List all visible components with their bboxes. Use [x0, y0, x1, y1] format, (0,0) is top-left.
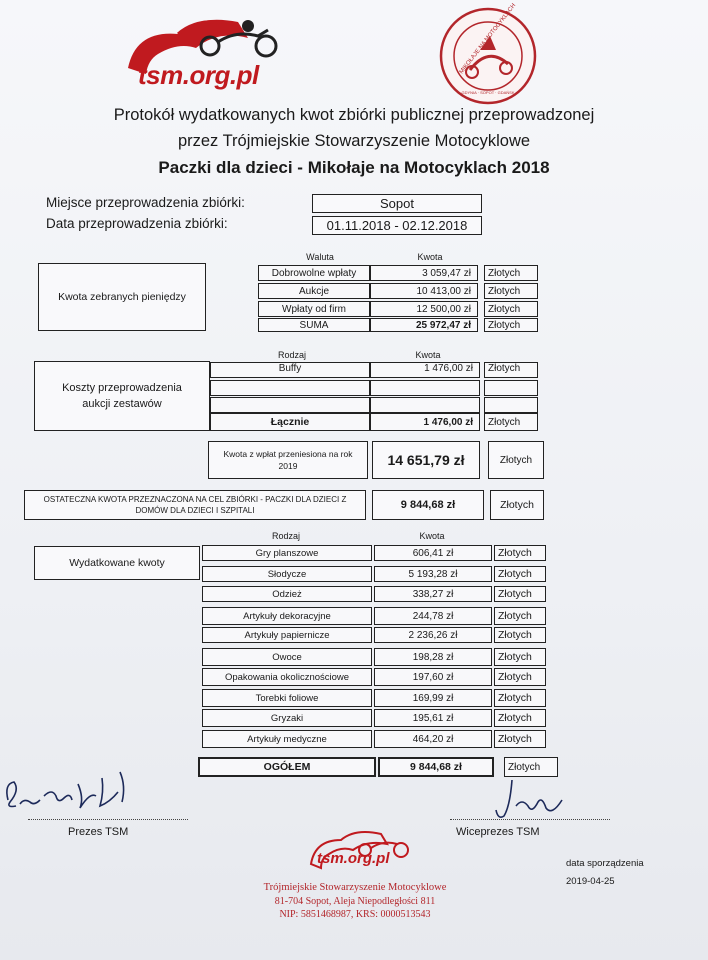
costs-row-amount: [370, 397, 480, 413]
carried-currency: Złotych: [499, 454, 533, 466]
spent-row-amount: 169,99 zł: [374, 689, 492, 707]
costs-row-currency: [484, 380, 538, 396]
spent-row-type: Torebki foliowe: [202, 689, 372, 707]
footer-logo-text: tsm.org.pl: [317, 850, 390, 867]
costs-col-amount: Kwota: [415, 350, 441, 360]
heading-line-1: Protokół wydatkowanych kwot zbiórki publicznej przeprowadzonej: [113, 106, 595, 124]
footer-line-1: Trójmiejskie Stowarzyszenie Motocyklowe: [263, 882, 447, 893]
spent-col-amount: Kwota: [419, 531, 445, 541]
signature-right-image: [482, 776, 582, 822]
signature-left-line: [28, 819, 188, 820]
spent-row-amount: 197,60 zł: [374, 668, 492, 686]
collected-col-amount: Kwota: [417, 252, 443, 262]
spent-total-amount: 9 844,68 zł: [378, 757, 494, 777]
spent-row-type: Artykuły dekoracyjne: [202, 607, 372, 625]
collected-row-amount: 12 500,00 zł: [370, 301, 478, 317]
created-label: data sporządzenia: [566, 858, 644, 869]
collected-row-amount: 3 059,47 zł: [370, 265, 478, 281]
spent-row-type: Opakowania okolicznościowe: [202, 668, 372, 686]
place-label: Miejsce przeprowadzenia zbiórki:: [46, 195, 245, 210]
spent-row-amount: 195,61 zł: [374, 709, 492, 727]
collected-label-box: [38, 263, 206, 331]
spent-row-currency: Złotych: [494, 607, 546, 625]
spent-row-currency: Złotych: [494, 545, 546, 561]
costs-label-box: [34, 361, 210, 431]
collected-row-type: Dobrowolne wpłaty: [258, 265, 370, 281]
footer-line-3: NIP: 5851468987, KRS: 0000513543: [279, 909, 431, 920]
spent-label: Wydatkowane kwoty: [69, 557, 165, 569]
spent-row-currency: Złotych: [494, 689, 546, 707]
final-label: OSTATECZNA KWOTA PRZEZNACZONA NA CEL ZBIÓRKI - PACZKI DLA DZIECI Z DOMÓW DLA DZIECI I SZPITALI: [43, 495, 347, 515]
stamp-text: MIKOŁAJE NA MOTOCYKLACH: [458, 2, 518, 76]
date-label: Data przeprowadzenia zbiórki:: [46, 216, 228, 231]
spent-row-currency: Złotych: [494, 648, 546, 666]
final-amount: 9 844,68 zł: [400, 499, 456, 511]
spent-total-currency: Złotych: [504, 757, 558, 777]
collected-row-currency: Złotych: [484, 265, 538, 281]
spent-col-type: Rodzaj: [271, 531, 300, 541]
date-value-box: [312, 216, 482, 235]
collected-sum-currency: Złotych: [484, 318, 538, 332]
place-value: Sopot: [380, 196, 414, 211]
spent-row-amount: 5 193,28 zł: [374, 566, 492, 582]
costs-col-type: Rodzaj: [277, 350, 306, 360]
spent-row-type: Artykuły medyczne: [202, 730, 372, 748]
costs-row-currency: [484, 397, 538, 413]
handwritten-signature-icon: [0, 762, 150, 822]
logo-text: tsm.org.pl: [138, 60, 259, 90]
carried-amount-box: [372, 441, 480, 479]
spent-row-type: Owoce: [202, 648, 372, 666]
collected-row-currency: Złotych: [484, 301, 538, 317]
carried-label-box: [208, 441, 368, 479]
carried-label: Kwota z wpłat przeniesiona na rok 2019: [223, 449, 353, 471]
spent-row-amount: 464,20 zł: [374, 730, 492, 748]
spent-row-currency: Złotych: [494, 668, 546, 686]
heading-title: Paczki dla dzieci - Mikołaje na Motocyklach 2018: [158, 158, 550, 177]
footer-line-2: 81-704 Sopot, Aleja Niepodległości 811: [274, 896, 436, 907]
place-value-box: [312, 194, 482, 213]
tsm-logo: [118, 8, 308, 98]
signature-left-label: Prezes TSM: [68, 826, 129, 838]
costs-row-amount: [370, 380, 480, 396]
spent-row-type: Gry planszowe: [202, 545, 372, 561]
costs-row-currency: Złotych: [484, 362, 538, 378]
spent-row-currency: Złotych: [494, 709, 546, 727]
heading-line-2: przez Trójmiejskie Stowarzyszenie Motocyklowe: [177, 132, 531, 150]
carried-currency-box: [488, 441, 544, 479]
spent-row-amount: 338,27 zł: [374, 586, 492, 602]
costs-row-type: Buffy: [210, 362, 370, 378]
signature-right-label: Wiceprezes TSM: [456, 826, 540, 838]
spent-row-amount: 244,78 zł: [374, 607, 492, 625]
costs-total-type: Łącznie: [210, 413, 370, 431]
collected-row-type: Wpłaty od firm: [258, 301, 370, 317]
spent-row-type: Słodycze: [202, 566, 372, 582]
collected-sum-amount: 25 972,47 zł: [370, 318, 478, 332]
spent-row-currency: Złotych: [494, 586, 546, 602]
costs-label: Koszty przeprowadzenia aukcji zestawów: [62, 382, 182, 410]
collected-col-type: Waluta: [306, 252, 334, 262]
final-label-box: [24, 490, 366, 520]
spent-row-currency: Złotych: [494, 566, 546, 582]
collected-sum-type: SUMA: [258, 318, 370, 332]
costs-total-amount: 1 476,00 zł: [370, 413, 480, 431]
spent-row-type: Artykuły papiernicze: [202, 627, 372, 643]
spent-row-amount: 198,28 zł: [374, 648, 492, 666]
handwritten-signature-icon: [482, 776, 582, 822]
footer-stamp: [255, 826, 455, 922]
collected-label: Kwota zebranych pieniędzy: [58, 291, 186, 303]
stamp-bottom-text: GDYNIA · SOPOT · GDAŃSK: [461, 90, 515, 95]
spent-row-amount: 606,41 zł: [374, 545, 492, 561]
final-currency-box: [490, 490, 544, 520]
signature-right-line: [450, 819, 610, 820]
final-currency: Złotych: [500, 499, 534, 511]
spent-label-box: [34, 546, 200, 580]
final-amount-box: [372, 490, 484, 520]
spent-row-type: Odzież: [202, 586, 372, 602]
signature-left-image: [0, 762, 150, 822]
collected-row-amount: 10 413,00 zł: [370, 283, 478, 299]
date-value: 01.11.2018 - 02.12.2018: [326, 218, 468, 233]
costs-row-amount: 1 476,00 zł: [370, 362, 480, 378]
spent-total-type: OGÓŁEM: [198, 757, 376, 777]
spent-row-amount: 2 236,26 zł: [374, 627, 492, 643]
collected-row-currency: Złotych: [484, 283, 538, 299]
spent-row-currency: Złotych: [494, 627, 546, 643]
carried-amount: 14 651,79 zł: [387, 452, 465, 468]
created-value: 2019-04-25: [566, 876, 615, 887]
costs-total-currency: Złotych: [484, 413, 538, 431]
spent-row-currency: Złotych: [494, 730, 546, 748]
costs-row-type: [210, 397, 370, 413]
spent-row-type: Gryzaki: [202, 709, 372, 727]
mikolaje-stamp: [438, 2, 538, 106]
costs-row-type: [210, 380, 370, 396]
collected-row-type: Aukcje: [258, 283, 370, 299]
